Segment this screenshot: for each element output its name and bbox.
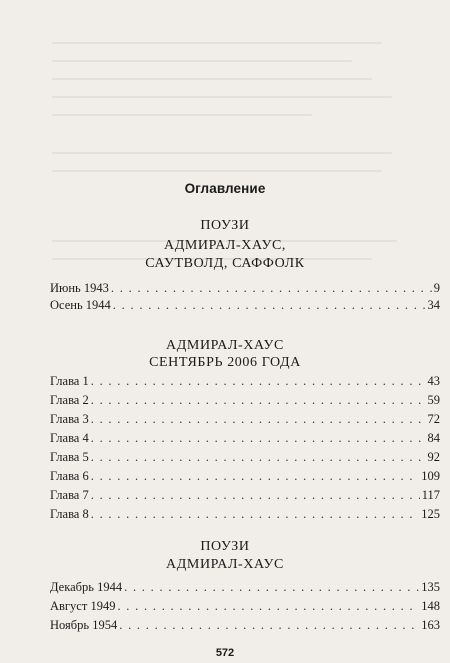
part-title-line: АДМИРАЛ-ХАУС [166, 557, 284, 572]
dot-leader [113, 296, 426, 314]
dot-leader [91, 372, 426, 390]
dot-leader [91, 505, 420, 523]
toc-entry-page: 43 [427, 374, 440, 388]
toc-entry[interactable] [50, 296, 440, 314]
toc-entry-label: Июнь 1943 [50, 281, 109, 295]
toc-entry-label: Глава 4 [50, 431, 89, 445]
dot-leader [111, 279, 432, 297]
part-title-line: ПОУЗИ [200, 218, 250, 233]
toc-entry[interactable] [50, 448, 440, 466]
toc-entry-page: 72 [427, 412, 440, 426]
page-number: 572 [215, 647, 235, 659]
bleed-through-line [52, 60, 352, 62]
toc-entry[interactable] [50, 616, 440, 634]
toc-entry-label: Ноябрь 1954 [50, 618, 118, 632]
toc-entry[interactable] [50, 391, 440, 409]
dot-leader [117, 597, 419, 615]
toc-entry[interactable] [50, 410, 440, 428]
toc-entry-page: 109 [421, 469, 440, 483]
bleed-through-line [52, 170, 382, 172]
toc-entry-label: Глава 8 [50, 507, 89, 521]
bleed-through-line [52, 152, 392, 154]
dot-leader [91, 429, 426, 447]
toc-entry-page: 59 [427, 393, 440, 407]
part-title-line: АДМИРАЛ-ХАУС [166, 338, 284, 353]
toc-entry-page: 84 [427, 431, 440, 445]
dot-leader [124, 578, 419, 596]
bleed-through-line [52, 114, 312, 116]
toc-entry-page: 125 [421, 507, 440, 521]
bleed-through-line [52, 42, 382, 44]
dot-leader [91, 486, 420, 504]
toc-entry-label: Глава 5 [50, 450, 89, 464]
toc-entry-label: Декабрь 1944 [50, 580, 123, 594]
toc-entry-label: Глава 3 [50, 412, 89, 426]
dot-leader [91, 391, 426, 409]
toc-entry[interactable] [50, 372, 440, 390]
toc-entry-page: 34 [427, 298, 440, 312]
toc-entry-page: 135 [421, 580, 440, 594]
dot-leader [119, 616, 419, 634]
bleed-through-line [52, 96, 392, 98]
toc-entry[interactable] [50, 505, 440, 523]
toc-entry[interactable] [50, 578, 440, 596]
toc-entry-label: Глава 6 [50, 469, 89, 483]
toc-entry-page: 92 [427, 450, 440, 464]
toc-heading: Оглавление [184, 181, 266, 196]
toc-entry[interactable] [50, 486, 440, 504]
toc-entry-label: Глава 1 [50, 374, 89, 388]
toc-entry-page: 117 [421, 488, 440, 502]
toc-entry[interactable] [50, 597, 440, 615]
toc-entry[interactable] [50, 429, 440, 447]
part-title-line: СЕНТЯБРЬ 2006 ГОДА [149, 355, 301, 370]
dot-leader [91, 448, 426, 466]
toc-entry-label: Осень 1944 [50, 298, 111, 312]
dot-leader [91, 467, 420, 485]
part-title-line: ПОУЗИ [200, 539, 250, 554]
toc-entry-label: Глава 7 [50, 488, 89, 502]
toc-entry-page: 148 [421, 599, 440, 613]
toc-entry-label: Август 1949 [50, 599, 116, 613]
part-title-line: САУТВОЛД, САФФОЛК [145, 256, 305, 271]
toc-entry-page: 9 [433, 281, 440, 295]
dot-leader [91, 410, 426, 428]
part-title-line: АДМИРАЛ-ХАУС, [163, 238, 287, 253]
toc-entry-label: Глава 2 [50, 393, 89, 407]
toc-entry-page: 163 [421, 618, 440, 632]
toc-entry[interactable] [50, 467, 440, 485]
toc-entry[interactable] [50, 279, 440, 297]
bleed-through-line [52, 78, 372, 80]
